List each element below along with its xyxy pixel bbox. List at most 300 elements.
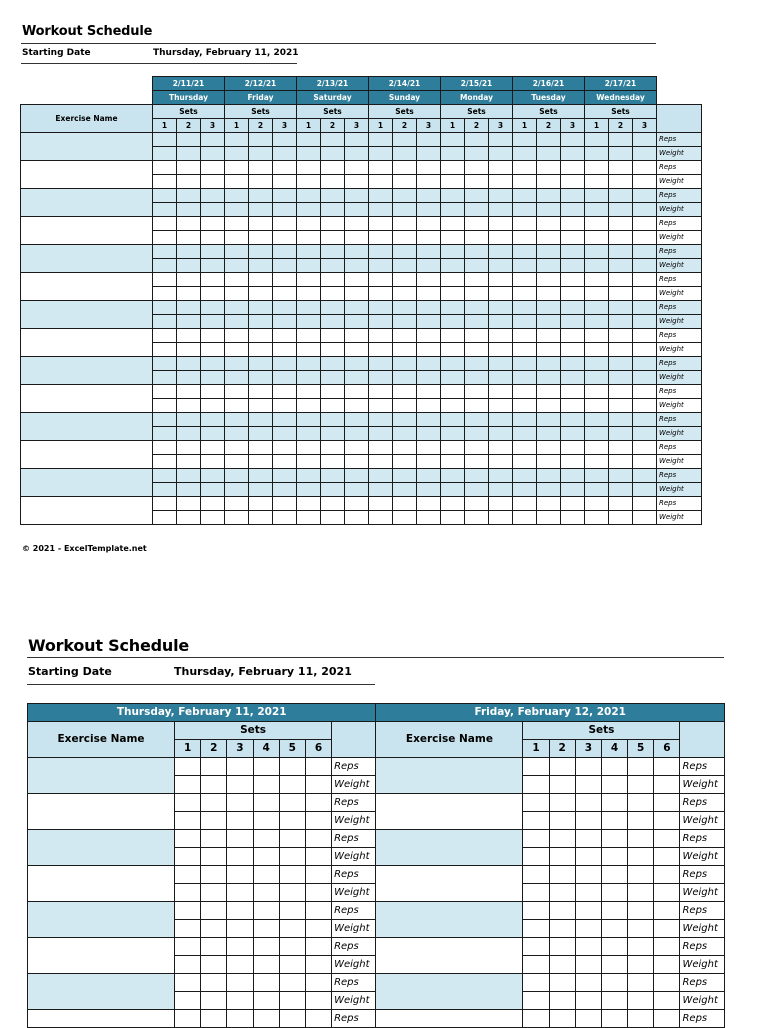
- set-entry-cell[interactable]: [201, 385, 225, 399]
- exercise-name-cell[interactable]: [376, 830, 523, 866]
- set-entry-cell[interactable]: [609, 371, 633, 385]
- set-entry-cell[interactable]: [345, 315, 369, 329]
- exercise-name-cell[interactable]: [21, 161, 153, 189]
- set-entry-cell[interactable]: [273, 217, 297, 231]
- set-entry-cell[interactable]: [153, 217, 177, 231]
- set-entry-cell[interactable]: [585, 133, 609, 147]
- set-entry-cell[interactable]: [489, 161, 513, 175]
- set-entry-cell[interactable]: [465, 469, 489, 483]
- set-entry-cell[interactable]: [633, 497, 657, 511]
- set-entry-cell[interactable]: [225, 189, 249, 203]
- set-entry-cell[interactable]: [345, 329, 369, 343]
- set-entry-cell[interactable]: [201, 469, 225, 483]
- set-entry-cell[interactable]: [249, 371, 273, 385]
- set-entry-cell[interactable]: [201, 357, 225, 371]
- set-entry-cell[interactable]: [177, 329, 201, 343]
- set-entry-cell[interactable]: [654, 758, 680, 776]
- set-entry-cell[interactable]: [201, 956, 227, 974]
- set-entry-cell[interactable]: [441, 427, 465, 441]
- set-entry-cell[interactable]: [201, 497, 225, 511]
- set-entry-cell[interactable]: [654, 1010, 680, 1028]
- set-entry-cell[interactable]: [225, 497, 249, 511]
- set-entry-cell[interactable]: [321, 399, 345, 413]
- set-entry-cell[interactable]: [201, 1010, 227, 1028]
- set-entry-cell[interactable]: [177, 189, 201, 203]
- set-entry-cell[interactable]: [297, 427, 321, 441]
- set-entry-cell[interactable]: [537, 273, 561, 287]
- set-entry-cell[interactable]: [177, 301, 201, 315]
- set-entry-cell[interactable]: [628, 758, 654, 776]
- set-entry-cell[interactable]: [609, 161, 633, 175]
- set-entry-cell[interactable]: [537, 329, 561, 343]
- set-entry-cell[interactable]: [549, 992, 575, 1010]
- set-entry-cell[interactable]: [465, 497, 489, 511]
- set-entry-cell[interactable]: [585, 343, 609, 357]
- set-entry-cell[interactable]: [249, 511, 273, 525]
- set-entry-cell[interactable]: [321, 413, 345, 427]
- set-entry-cell[interactable]: [273, 161, 297, 175]
- set-entry-cell[interactable]: [345, 259, 369, 273]
- set-entry-cell[interactable]: [609, 357, 633, 371]
- set-entry-cell[interactable]: [225, 245, 249, 259]
- set-entry-cell[interactable]: [177, 147, 201, 161]
- set-entry-cell[interactable]: [305, 920, 331, 938]
- set-entry-cell[interactable]: [177, 511, 201, 525]
- set-entry-cell[interactable]: [253, 848, 279, 866]
- set-entry-cell[interactable]: [585, 413, 609, 427]
- set-entry-cell[interactable]: [489, 147, 513, 161]
- set-entry-cell[interactable]: [369, 483, 393, 497]
- set-entry-cell[interactable]: [201, 287, 225, 301]
- set-entry-cell[interactable]: [297, 217, 321, 231]
- set-entry-cell[interactable]: [489, 455, 513, 469]
- set-entry-cell[interactable]: [253, 776, 279, 794]
- set-entry-cell[interactable]: [513, 343, 537, 357]
- set-entry-cell[interactable]: [225, 329, 249, 343]
- set-entry-cell[interactable]: [441, 315, 465, 329]
- set-entry-cell[interactable]: [609, 315, 633, 329]
- set-entry-cell[interactable]: [441, 371, 465, 385]
- set-entry-cell[interactable]: [273, 287, 297, 301]
- set-entry-cell[interactable]: [253, 974, 279, 992]
- set-entry-cell[interactable]: [345, 203, 369, 217]
- set-entry-cell[interactable]: [253, 794, 279, 812]
- set-entry-cell[interactable]: [549, 758, 575, 776]
- set-entry-cell[interactable]: [601, 1010, 627, 1028]
- exercise-name-cell[interactable]: [28, 830, 175, 866]
- set-entry-cell[interactable]: [465, 413, 489, 427]
- set-entry-cell[interactable]: [561, 273, 585, 287]
- set-entry-cell[interactable]: [273, 189, 297, 203]
- set-entry-cell[interactable]: [273, 497, 297, 511]
- set-entry-cell[interactable]: [489, 273, 513, 287]
- set-entry-cell[interactable]: [249, 413, 273, 427]
- set-entry-cell[interactable]: [175, 902, 201, 920]
- set-entry-cell[interactable]: [633, 343, 657, 357]
- set-entry-cell[interactable]: [225, 273, 249, 287]
- set-entry-cell[interactable]: [609, 175, 633, 189]
- set-entry-cell[interactable]: [279, 956, 305, 974]
- set-entry-cell[interactable]: [253, 938, 279, 956]
- set-entry-cell[interactable]: [441, 497, 465, 511]
- set-entry-cell[interactable]: [345, 161, 369, 175]
- exercise-name-cell[interactable]: [21, 413, 153, 441]
- set-entry-cell[interactable]: [305, 758, 331, 776]
- set-entry-cell[interactable]: [297, 343, 321, 357]
- set-entry-cell[interactable]: [633, 511, 657, 525]
- set-entry-cell[interactable]: [465, 231, 489, 245]
- exercise-name-cell[interactable]: [376, 758, 523, 794]
- set-entry-cell[interactable]: [523, 812, 549, 830]
- set-entry-cell[interactable]: [321, 427, 345, 441]
- set-entry-cell[interactable]: [417, 133, 441, 147]
- set-entry-cell[interactable]: [561, 259, 585, 273]
- set-entry-cell[interactable]: [393, 287, 417, 301]
- set-entry-cell[interactable]: [249, 203, 273, 217]
- set-entry-cell[interactable]: [417, 455, 441, 469]
- set-entry-cell[interactable]: [417, 413, 441, 427]
- set-entry-cell[interactable]: [177, 133, 201, 147]
- set-entry-cell[interactable]: [537, 287, 561, 301]
- set-entry-cell[interactable]: [523, 1010, 549, 1028]
- set-entry-cell[interactable]: [417, 273, 441, 287]
- set-entry-cell[interactable]: [561, 231, 585, 245]
- set-entry-cell[interactable]: [441, 147, 465, 161]
- set-entry-cell[interactable]: [537, 203, 561, 217]
- set-entry-cell[interactable]: [393, 371, 417, 385]
- set-entry-cell[interactable]: [305, 776, 331, 794]
- set-entry-cell[interactable]: [465, 301, 489, 315]
- set-entry-cell[interactable]: [633, 441, 657, 455]
- set-entry-cell[interactable]: [177, 217, 201, 231]
- set-entry-cell[interactable]: [417, 385, 441, 399]
- set-entry-cell[interactable]: [633, 413, 657, 427]
- set-entry-cell[interactable]: [393, 175, 417, 189]
- set-entry-cell[interactable]: [345, 133, 369, 147]
- set-entry-cell[interactable]: [561, 497, 585, 511]
- set-entry-cell[interactable]: [321, 315, 345, 329]
- set-entry-cell[interactable]: [153, 273, 177, 287]
- set-entry-cell[interactable]: [561, 427, 585, 441]
- set-entry-cell[interactable]: [609, 511, 633, 525]
- set-entry-cell[interactable]: [279, 1010, 305, 1028]
- set-entry-cell[interactable]: [345, 189, 369, 203]
- set-entry-cell[interactable]: [249, 357, 273, 371]
- set-entry-cell[interactable]: [273, 301, 297, 315]
- set-entry-cell[interactable]: [177, 175, 201, 189]
- set-entry-cell[interactable]: [305, 938, 331, 956]
- set-entry-cell[interactable]: [465, 427, 489, 441]
- set-entry-cell[interactable]: [153, 329, 177, 343]
- set-entry-cell[interactable]: [279, 812, 305, 830]
- set-entry-cell[interactable]: [321, 497, 345, 511]
- set-entry-cell[interactable]: [297, 161, 321, 175]
- set-entry-cell[interactable]: [201, 301, 225, 315]
- set-entry-cell[interactable]: [369, 273, 393, 287]
- set-entry-cell[interactable]: [253, 812, 279, 830]
- set-entry-cell[interactable]: [633, 329, 657, 343]
- set-entry-cell[interactable]: [297, 413, 321, 427]
- set-entry-cell[interactable]: [441, 469, 465, 483]
- set-entry-cell[interactable]: [561, 441, 585, 455]
- set-entry-cell[interactable]: [201, 427, 225, 441]
- set-entry-cell[interactable]: [273, 483, 297, 497]
- set-entry-cell[interactable]: [585, 315, 609, 329]
- set-entry-cell[interactable]: [561, 287, 585, 301]
- set-entry-cell[interactable]: [441, 343, 465, 357]
- set-entry-cell[interactable]: [153, 483, 177, 497]
- set-entry-cell[interactable]: [369, 189, 393, 203]
- set-entry-cell[interactable]: [549, 884, 575, 902]
- set-entry-cell[interactable]: [441, 259, 465, 273]
- set-entry-cell[interactable]: [369, 287, 393, 301]
- set-entry-cell[interactable]: [321, 273, 345, 287]
- set-entry-cell[interactable]: [321, 329, 345, 343]
- set-entry-cell[interactable]: [249, 455, 273, 469]
- set-entry-cell[interactable]: [225, 469, 249, 483]
- set-entry-cell[interactable]: [393, 329, 417, 343]
- set-entry-cell[interactable]: [654, 830, 680, 848]
- set-entry-cell[interactable]: [609, 259, 633, 273]
- set-entry-cell[interactable]: [585, 329, 609, 343]
- set-entry-cell[interactable]: [273, 175, 297, 189]
- set-entry-cell[interactable]: [369, 231, 393, 245]
- set-entry-cell[interactable]: [225, 203, 249, 217]
- set-entry-cell[interactable]: [177, 385, 201, 399]
- set-entry-cell[interactable]: [227, 1010, 253, 1028]
- set-entry-cell[interactable]: [175, 884, 201, 902]
- set-entry-cell[interactable]: [513, 315, 537, 329]
- set-entry-cell[interactable]: [201, 511, 225, 525]
- set-entry-cell[interactable]: [153, 469, 177, 483]
- set-entry-cell[interactable]: [393, 203, 417, 217]
- exercise-name-cell[interactable]: [28, 758, 175, 794]
- set-entry-cell[interactable]: [417, 147, 441, 161]
- set-entry-cell[interactable]: [537, 469, 561, 483]
- set-entry-cell[interactable]: [561, 301, 585, 315]
- set-entry-cell[interactable]: [465, 259, 489, 273]
- set-entry-cell[interactable]: [177, 315, 201, 329]
- set-entry-cell[interactable]: [441, 399, 465, 413]
- set-entry-cell[interactable]: [537, 189, 561, 203]
- set-entry-cell[interactable]: [441, 511, 465, 525]
- set-entry-cell[interactable]: [441, 203, 465, 217]
- set-entry-cell[interactable]: [345, 413, 369, 427]
- set-entry-cell[interactable]: [227, 938, 253, 956]
- set-entry-cell[interactable]: [561, 161, 585, 175]
- sheet1-starting-date-value[interactable]: Thursday, February 11, 2021: [153, 48, 299, 58]
- set-entry-cell[interactable]: [153, 385, 177, 399]
- set-entry-cell[interactable]: [523, 902, 549, 920]
- set-entry-cell[interactable]: [537, 497, 561, 511]
- set-entry-cell[interactable]: [633, 287, 657, 301]
- set-entry-cell[interactable]: [345, 231, 369, 245]
- set-entry-cell[interactable]: [549, 776, 575, 794]
- set-entry-cell[interactable]: [201, 992, 227, 1010]
- set-entry-cell[interactable]: [225, 357, 249, 371]
- set-entry-cell[interactable]: [628, 1010, 654, 1028]
- set-entry-cell[interactable]: [523, 956, 549, 974]
- set-entry-cell[interactable]: [601, 992, 627, 1010]
- set-entry-cell[interactable]: [175, 794, 201, 812]
- set-entry-cell[interactable]: [609, 455, 633, 469]
- set-entry-cell[interactable]: [609, 231, 633, 245]
- set-entry-cell[interactable]: [227, 920, 253, 938]
- set-entry-cell[interactable]: [297, 301, 321, 315]
- set-entry-cell[interactable]: [489, 189, 513, 203]
- set-entry-cell[interactable]: [369, 511, 393, 525]
- set-entry-cell[interactable]: [523, 794, 549, 812]
- set-entry-cell[interactable]: [153, 441, 177, 455]
- set-entry-cell[interactable]: [561, 357, 585, 371]
- set-entry-cell[interactable]: [249, 315, 273, 329]
- set-entry-cell[interactable]: [177, 231, 201, 245]
- set-entry-cell[interactable]: [513, 189, 537, 203]
- set-entry-cell[interactable]: [441, 385, 465, 399]
- set-entry-cell[interactable]: [489, 175, 513, 189]
- set-entry-cell[interactable]: [297, 315, 321, 329]
- set-entry-cell[interactable]: [601, 956, 627, 974]
- set-entry-cell[interactable]: [417, 497, 441, 511]
- set-entry-cell[interactable]: [417, 427, 441, 441]
- set-entry-cell[interactable]: [633, 259, 657, 273]
- set-entry-cell[interactable]: [273, 329, 297, 343]
- set-entry-cell[interactable]: [345, 455, 369, 469]
- set-entry-cell[interactable]: [654, 794, 680, 812]
- set-entry-cell[interactable]: [321, 357, 345, 371]
- exercise-name-cell[interactable]: [21, 357, 153, 385]
- set-entry-cell[interactable]: [393, 161, 417, 175]
- set-entry-cell[interactable]: [201, 315, 225, 329]
- set-entry-cell[interactable]: [225, 455, 249, 469]
- set-entry-cell[interactable]: [489, 217, 513, 231]
- set-entry-cell[interactable]: [201, 245, 225, 259]
- set-entry-cell[interactable]: [549, 812, 575, 830]
- set-entry-cell[interactable]: [633, 273, 657, 287]
- set-entry-cell[interactable]: [153, 259, 177, 273]
- set-entry-cell[interactable]: [561, 413, 585, 427]
- set-entry-cell[interactable]: [225, 301, 249, 315]
- exercise-name-cell[interactable]: [376, 902, 523, 938]
- set-entry-cell[interactable]: [489, 203, 513, 217]
- set-entry-cell[interactable]: [633, 385, 657, 399]
- set-entry-cell[interactable]: [321, 245, 345, 259]
- set-entry-cell[interactable]: [227, 884, 253, 902]
- set-entry-cell[interactable]: [201, 133, 225, 147]
- set-entry-cell[interactable]: [227, 902, 253, 920]
- set-entry-cell[interactable]: [549, 902, 575, 920]
- set-entry-cell[interactable]: [601, 902, 627, 920]
- set-entry-cell[interactable]: [537, 315, 561, 329]
- set-entry-cell[interactable]: [225, 385, 249, 399]
- set-entry-cell[interactable]: [513, 259, 537, 273]
- set-entry-cell[interactable]: [513, 147, 537, 161]
- set-entry-cell[interactable]: [369, 343, 393, 357]
- set-entry-cell[interactable]: [393, 427, 417, 441]
- set-entry-cell[interactable]: [585, 301, 609, 315]
- set-entry-cell[interactable]: [417, 287, 441, 301]
- set-entry-cell[interactable]: [393, 399, 417, 413]
- set-entry-cell[interactable]: [561, 483, 585, 497]
- set-entry-cell[interactable]: [321, 203, 345, 217]
- set-entry-cell[interactable]: [561, 343, 585, 357]
- set-entry-cell[interactable]: [465, 441, 489, 455]
- set-entry-cell[interactable]: [654, 956, 680, 974]
- set-entry-cell[interactable]: [609, 147, 633, 161]
- set-entry-cell[interactable]: [369, 441, 393, 455]
- set-entry-cell[interactable]: [628, 866, 654, 884]
- set-entry-cell[interactable]: [273, 357, 297, 371]
- set-entry-cell[interactable]: [417, 203, 441, 217]
- set-entry-cell[interactable]: [633, 315, 657, 329]
- set-entry-cell[interactable]: [585, 147, 609, 161]
- set-entry-cell[interactable]: [465, 455, 489, 469]
- set-entry-cell[interactable]: [513, 483, 537, 497]
- set-entry-cell[interactable]: [513, 497, 537, 511]
- set-entry-cell[interactable]: [417, 301, 441, 315]
- set-entry-cell[interactable]: [465, 189, 489, 203]
- set-entry-cell[interactable]: [628, 956, 654, 974]
- set-entry-cell[interactable]: [575, 866, 601, 884]
- set-entry-cell[interactable]: [393, 315, 417, 329]
- set-entry-cell[interactable]: [249, 385, 273, 399]
- set-entry-cell[interactable]: [585, 357, 609, 371]
- set-entry-cell[interactable]: [345, 217, 369, 231]
- set-entry-cell[interactable]: [561, 511, 585, 525]
- set-entry-cell[interactable]: [227, 848, 253, 866]
- set-entry-cell[interactable]: [585, 217, 609, 231]
- set-entry-cell[interactable]: [279, 830, 305, 848]
- set-entry-cell[interactable]: [369, 469, 393, 483]
- set-entry-cell[interactable]: [201, 399, 225, 413]
- set-entry-cell[interactable]: [273, 469, 297, 483]
- set-entry-cell[interactable]: [297, 287, 321, 301]
- set-entry-cell[interactable]: [585, 385, 609, 399]
- set-entry-cell[interactable]: [321, 469, 345, 483]
- set-entry-cell[interactable]: [369, 203, 393, 217]
- set-entry-cell[interactable]: [273, 273, 297, 287]
- set-entry-cell[interactable]: [585, 245, 609, 259]
- set-entry-cell[interactable]: [345, 483, 369, 497]
- set-entry-cell[interactable]: [225, 343, 249, 357]
- set-entry-cell[interactable]: [628, 992, 654, 1010]
- set-entry-cell[interactable]: [253, 758, 279, 776]
- set-entry-cell[interactable]: [201, 189, 225, 203]
- set-entry-cell[interactable]: [393, 483, 417, 497]
- set-entry-cell[interactable]: [465, 147, 489, 161]
- set-entry-cell[interactable]: [345, 343, 369, 357]
- set-entry-cell[interactable]: [489, 259, 513, 273]
- set-entry-cell[interactable]: [393, 469, 417, 483]
- set-entry-cell[interactable]: [549, 1010, 575, 1028]
- set-entry-cell[interactable]: [273, 147, 297, 161]
- set-entry-cell[interactable]: [369, 357, 393, 371]
- set-entry-cell[interactable]: [633, 399, 657, 413]
- set-entry-cell[interactable]: [249, 133, 273, 147]
- set-entry-cell[interactable]: [628, 848, 654, 866]
- set-entry-cell[interactable]: [153, 357, 177, 371]
- set-entry-cell[interactable]: [609, 329, 633, 343]
- set-entry-cell[interactable]: [575, 920, 601, 938]
- set-entry-cell[interactable]: [654, 902, 680, 920]
- set-entry-cell[interactable]: [153, 231, 177, 245]
- exercise-name-cell[interactable]: [21, 273, 153, 301]
- set-entry-cell[interactable]: [537, 133, 561, 147]
- sheet2-starting-date-value[interactable]: Thursday, February 11, 2021: [174, 665, 352, 678]
- set-entry-cell[interactable]: [177, 273, 201, 287]
- set-entry-cell[interactable]: [249, 497, 273, 511]
- set-entry-cell[interactable]: [249, 273, 273, 287]
